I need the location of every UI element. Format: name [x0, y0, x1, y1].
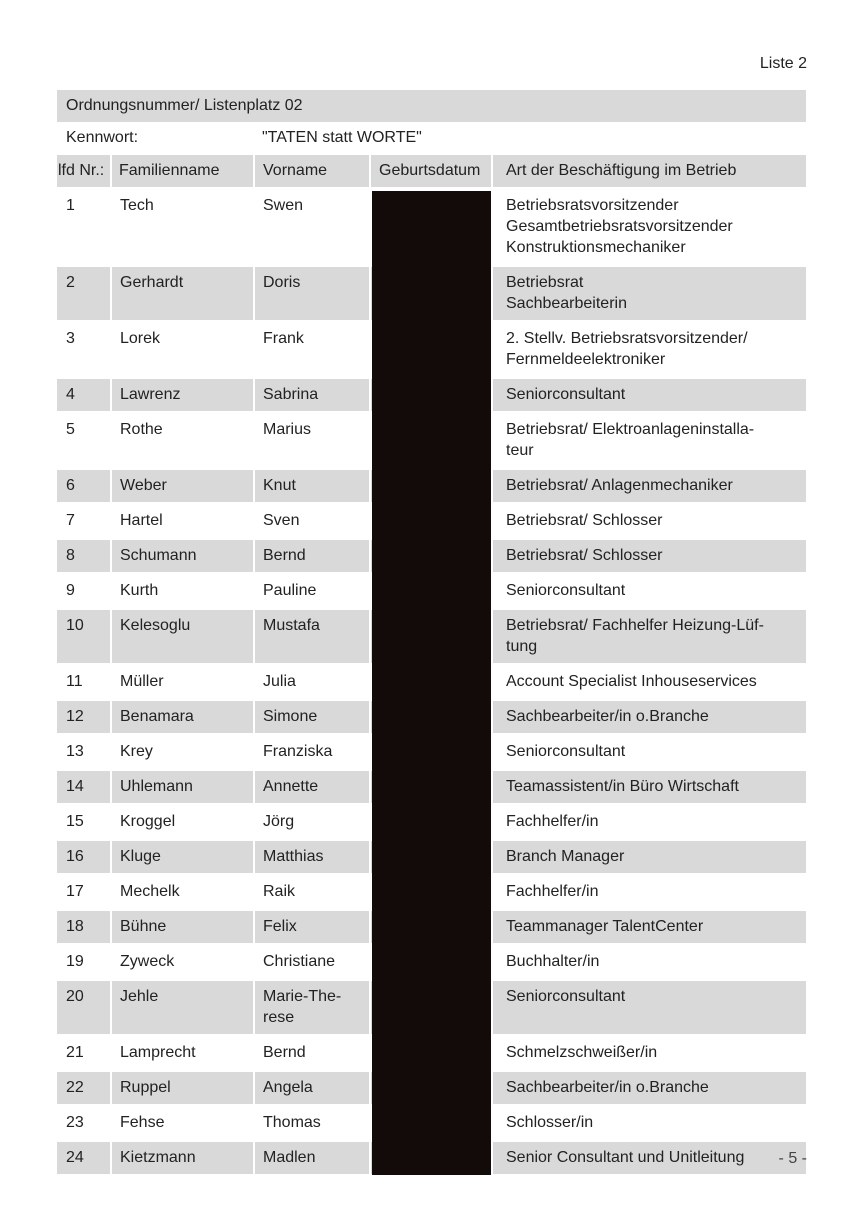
kennwort-label: Kennwort: [66, 129, 139, 146]
row-vorname: Thomas [263, 1114, 321, 1131]
row-beschaeftigung: Seniorconsultant [493, 981, 806, 1034]
row-nr: 17 [66, 883, 84, 900]
row-familienname: Rothe [120, 421, 163, 438]
row-nr: 24 [57, 1142, 110, 1174]
row-beschaeftigung: Betriebsrat/ Anlagenmechaniker [493, 470, 806, 502]
row-familienname: Uhlemann [112, 771, 253, 803]
row-vorname: Bernd [263, 1044, 306, 1061]
row-familienname: Lorek [120, 330, 161, 347]
row-vorname: Julia [263, 673, 296, 690]
row-familienname: Zyweck [120, 953, 175, 970]
kennwort-value: "TATEN statt WORTE" [262, 129, 422, 146]
row-nr: 11 [66, 673, 83, 690]
row-beschaeftigung: Seniorconsultant [506, 743, 626, 760]
row-vorname: Frank [263, 330, 304, 347]
row-beschaeftigung: Betriebsrat/ Elektroanlageninstalla- teur [506, 421, 755, 459]
row-nr: 8 [57, 540, 110, 572]
row-beschaeftigung: Branch Manager [493, 841, 806, 873]
row-nr: 21 [66, 1044, 84, 1061]
row-vorname: Pauline [263, 582, 317, 599]
row-beschaeftigung: Teamassistent/in Büro Wirtschaft [493, 771, 806, 803]
row-familienname: Kluge [112, 841, 253, 873]
row-familienname: Kelesoglu [112, 610, 253, 663]
row-nr: 6 [57, 470, 110, 502]
row-vorname: Simone [255, 701, 369, 733]
row-vorname: Christiane [263, 953, 336, 970]
row-vorname: Angela [255, 1072, 369, 1104]
row-vorname: Knut [255, 470, 369, 502]
row-familienname: Kurth [120, 582, 159, 599]
row-vorname: Felix [255, 911, 369, 943]
row-familienname: Jehle [112, 981, 253, 1034]
row-familienname: Lawrenz [112, 379, 253, 411]
row-familienname: Benamara [112, 701, 253, 733]
row-nr: 12 [57, 701, 110, 733]
row-vorname: Mustafa [255, 610, 369, 663]
list-label: Liste 2 [759, 55, 807, 72]
row-beschaeftigung: Seniorconsultant [493, 379, 806, 411]
row-nr: 23 [66, 1114, 84, 1131]
row-beschaeftigung: Schmelzschweißer/in [506, 1044, 658, 1061]
row-familienname: Bühne [112, 911, 253, 943]
row-familienname: Mechelk [120, 883, 180, 900]
row-nr: 16 [57, 841, 110, 873]
row-vorname: Madlen [255, 1142, 369, 1174]
row-nr: 10 [57, 610, 110, 663]
row-beschaeftigung: Betriebsrat/ Fachhelfer Heizung-Lüf- tung [493, 610, 806, 663]
row-vorname: Franziska [263, 743, 333, 760]
row-beschaeftigung: Fachhelfer/in [506, 883, 599, 900]
row-beschaeftigung: Senior Consultant und Unitleitung [493, 1142, 806, 1174]
row-vorname: Sabrina [255, 379, 369, 411]
header-nr: lfd Nr.: [57, 155, 110, 187]
row-nr: 3 [66, 330, 75, 347]
row-beschaeftigung: Teammanager TalentCenter [493, 911, 806, 943]
row-beschaeftigung: Seniorconsultant [506, 582, 626, 599]
row-familienname: Schumann [112, 540, 253, 572]
row-beschaeftigung: Buchhalter/in [506, 953, 600, 970]
row-vorname: Bernd [255, 540, 369, 572]
row-nr: 20 [57, 981, 110, 1034]
header-vorname: Vorname [255, 155, 369, 187]
row-familienname: Fehse [120, 1114, 165, 1131]
page-number: - 5 - [778, 1150, 807, 1167]
row-familienname: Ruppel [112, 1072, 253, 1104]
row-familienname: Krey [120, 743, 153, 760]
header-geburtsdatum: Geburtsdatum [371, 155, 491, 187]
row-beschaeftigung: Betriebsrat Sachbearbeiterin [493, 267, 806, 320]
row-nr: 4 [57, 379, 110, 411]
row-vorname: Swen [263, 197, 304, 214]
header-beschaeftigung: Art der Beschäftigung im Betrieb [493, 155, 806, 187]
row-familienname: Kroggel [120, 813, 176, 830]
kennwort-row [57, 122, 806, 154]
header-familienname: Familienname [112, 155, 253, 187]
row-familienname: Tech [120, 197, 154, 214]
row-familienname: Weber [112, 470, 253, 502]
row-nr: 7 [66, 512, 75, 529]
row-vorname: Raik [263, 883, 296, 900]
row-nr: 2 [57, 267, 110, 320]
row-vorname: Jörg [263, 813, 295, 830]
row-nr: 19 [66, 953, 84, 970]
row-vorname: Matthias [255, 841, 369, 873]
row-beschaeftigung: Betriebsrat/ Schlosser [493, 540, 806, 572]
table-header [57, 155, 806, 187]
row-vorname: Marius [263, 421, 312, 438]
row-familienname: Lamprecht [120, 1044, 196, 1061]
ordnungsnummer-bar: Ordnungsnummer/ Listenplatz 02 [57, 90, 806, 122]
row-beschaeftigung: 2. Stellv. Betriebsratsvorsitzender/ Fernmeldeelektroniker [506, 330, 748, 368]
row-familienname: Gerhardt [112, 267, 253, 320]
row-familienname: Müller [120, 673, 164, 690]
row-nr: 22 [57, 1072, 110, 1104]
row-vorname: Sven [263, 512, 300, 529]
row-beschaeftigung: Account Specialist Inhouseservices [506, 673, 757, 690]
row-familienname: Kietzmann [112, 1142, 253, 1174]
row-vorname: Annette [255, 771, 369, 803]
row-nr: 18 [57, 911, 110, 943]
row-beschaeftigung: Betriebsratsvorsitzender Gesamtbetriebsratsvorsitzender Konstruktionsmechaniker [506, 197, 733, 256]
row-beschaeftigung: Sachbearbeiter/in o.Branche [493, 701, 806, 733]
row-nr: 13 [66, 743, 84, 760]
row-beschaeftigung: Sachbearbeiter/in o.Branche [493, 1072, 806, 1104]
row-nr: 1 [66, 197, 75, 214]
row-vorname: Marie-The- rese [255, 981, 369, 1034]
row-familienname: Hartel [120, 512, 163, 529]
row-nr: 15 [66, 813, 84, 830]
row-nr: 5 [66, 421, 75, 438]
row-beschaeftigung: Fachhelfer/in [506, 813, 599, 830]
row-beschaeftigung: Betriebsrat/ Schlosser [506, 512, 663, 529]
redaction-block [372, 191, 491, 1175]
row-beschaeftigung: Schlosser/in [506, 1114, 594, 1131]
row-nr: 9 [66, 582, 75, 599]
row-nr: 14 [57, 771, 110, 803]
row-vorname: Doris [255, 267, 369, 320]
